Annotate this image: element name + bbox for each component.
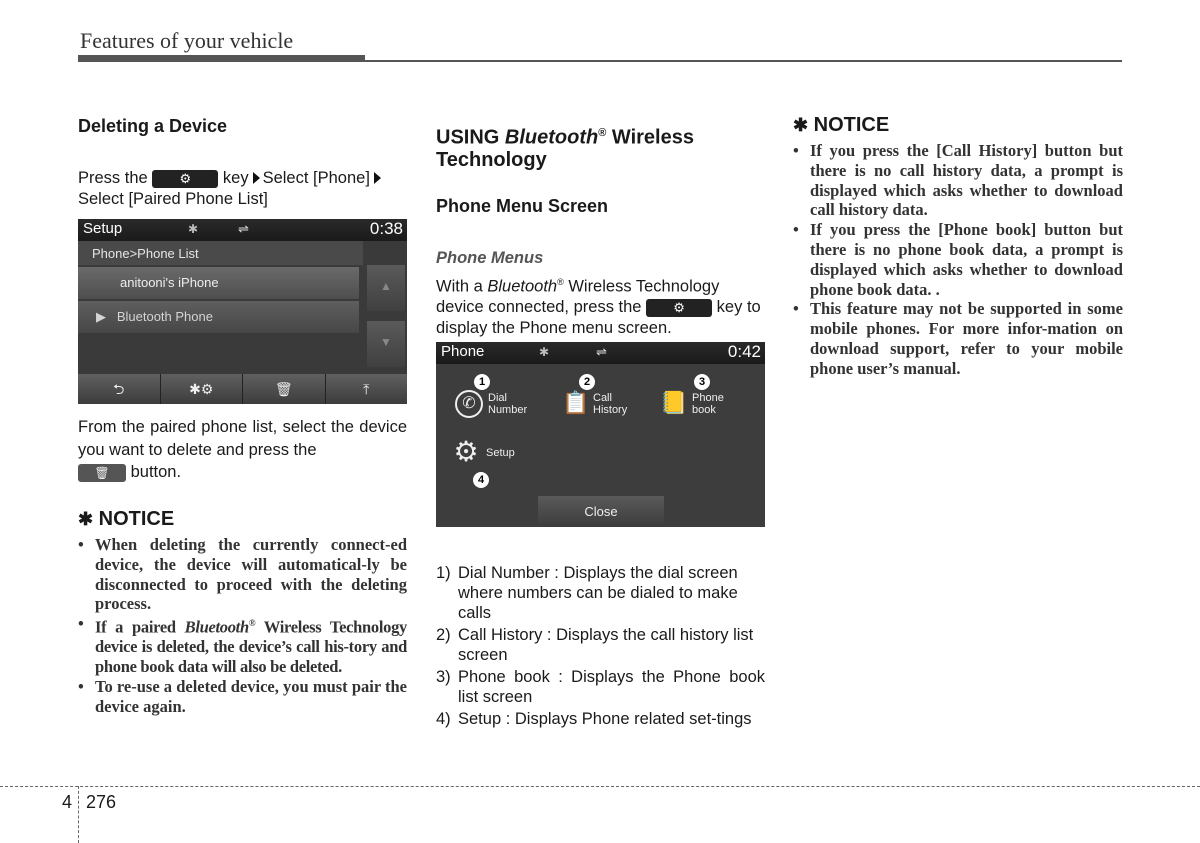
list-item: • This feature may not be supported in some mobile phones. For more infor-mation on download support, refer to your mobile phone user’s manual. [793,299,1123,378]
scroll-down-button[interactable]: ▼ [367,321,405,367]
list-item: 1) Dial Number : Displays the dial screen where numbers can be dialed to make calls [436,564,738,622]
screen-title: Phone [441,343,485,360]
gear-icon[interactable]: ⚙ [453,436,479,467]
paired-phone-row[interactable]: anitooni's iPhone [78,267,359,299]
trash-icon[interactable]: 🗑 [243,374,326,404]
bluetooth-icon: ✱ [539,345,550,359]
setup-key-icon: ⚙ [152,170,218,188]
callout-number: 3 [694,374,710,390]
screen-clock: 0:38 [369,219,403,238]
menus-label: Phone Menus [436,249,544,267]
list-item: • To re-use a deleted device, you must pair the device again. [78,677,407,717]
section-heading: Deleting a Device [78,116,228,136]
list-item: 2) Call History : Displays the call history list screen [436,626,754,664]
subheading: Phone Menu Screen [436,196,609,216]
call-history-label[interactable]: Call History [593,392,628,416]
arrow-right-icon [374,172,381,184]
top-icon[interactable]: ⤒ [326,374,408,404]
list-item: • When deleting the currently connect-ed device, the device will automatical-ly be disconnected to proceed with the deleting process. [78,535,407,614]
setup-screen-mock [78,219,407,404]
usb-icon: ⇌ [596,344,607,359]
notice-list [793,141,1123,379]
callout-number: 2 [579,374,595,390]
notice-heading: ✱ NOTICE [78,508,175,530]
asterisk-icon: ✱ [78,509,94,529]
bluetooth-icon: ✱ [188,222,199,236]
callout-number: 4 [473,472,489,488]
footer-rule [0,786,1200,787]
dial-icon[interactable]: ✆ [455,390,483,418]
list-item: • If a paired Bluetooth® Wireless Technology device is deleted, the device’s call his-tory and phone book data will also be deleted. [78,614,407,677]
asterisk-icon: ✱ [793,115,809,135]
screen-title: Setup [83,220,123,237]
screen-clock: 0:42 [727,342,761,361]
phone-menu-instruction: With a Bluetooth® Wireless Technology device connected, press the ⚙ key to display the Phone menu screen. [436,277,761,337]
phone-book-label[interactable]: Phone book [692,392,724,416]
back-icon[interactable]: ⮌ [78,374,161,404]
scroll-up-button[interactable]: ▲ [367,265,405,311]
trash-key-icon: 🗑 [78,464,126,482]
instruction-text: Press the ⚙ key Select [Phone] Select [Paired Phone List] [78,168,407,210]
screen-bottom-bar [78,374,407,404]
arrow-right-icon [253,172,260,184]
paired-phone-row[interactable]: ▶ Bluetooth Phone [78,301,359,333]
header-rule-thin [365,60,1122,62]
running-header: Features of your vehicle [80,28,294,53]
screen-status-bar [436,342,765,364]
play-icon: ▶ [96,309,106,324]
dial-number-label[interactable]: Dial Number [488,392,528,416]
callout-number: 1 [474,374,490,390]
setup-key-icon: ⚙ [646,299,712,317]
section-heading: USING Bluetooth® Wireless Technology [436,126,694,171]
phone-book-icon[interactable]: 📒 [660,390,688,415]
screen-status-bar [78,219,407,241]
chapter-number: 4 [62,792,73,812]
call-history-icon[interactable]: 📋 [562,390,590,415]
breadcrumb: Phone>Phone List [78,241,363,265]
list-item: • If you press the [Call History] button but there is no call history data, a prompt is displayed which asks whether to download call history data. [793,141,1123,220]
bluetooth-settings-icon[interactable]: ✱⚙ [161,374,244,404]
list-item: 3) Phone book : Displays the Phone book list screen [436,668,765,706]
close-button[interactable]: Close [538,496,664,527]
list-item: 4) Setup : Displays Phone related set-tings [436,710,752,728]
notice-list [78,535,407,717]
usb-icon: ⇌ [238,221,249,236]
footer-divider [78,786,79,843]
feature-list [436,563,765,731]
header-rule-thick [78,55,365,62]
phone-screen-mock [436,342,765,527]
setup-label[interactable]: Setup [486,447,515,459]
notice-heading: ✱ NOTICE [793,114,890,136]
delete-instruction: From the paired phone list, select the device you want to delete and press the 🗑 button. [78,418,407,481]
page-number: 276 [86,792,117,812]
list-item: • If you press the [Phone book] button but there is no phone book data, a prompt is displayed which asks whether to download phone book data. . [793,220,1123,299]
